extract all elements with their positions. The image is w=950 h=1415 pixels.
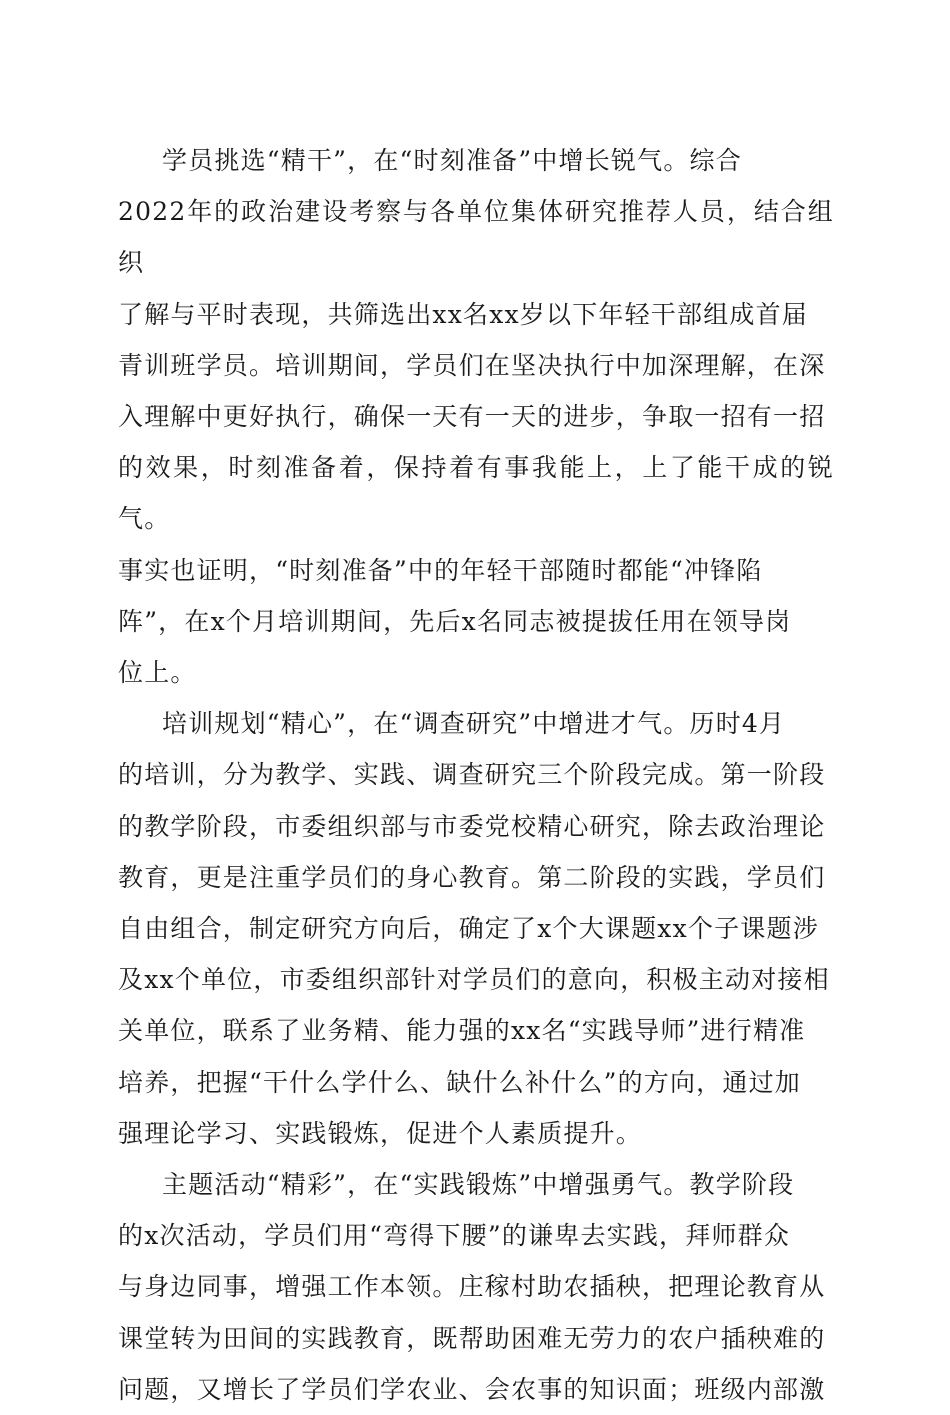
paragraph-3: 主题活动“精彩”，在“实践锻炼”中增强勇气。教学阶段 的x次活动，学员们用“弯得下腰”的谦卑去实践，拜师群众 与身边同事，增强工作本领。庄稼村助农插秧，把理论教育从 课堂转为田间的实践教育，既帮助困难无劳力的农户插秧难的 问题，又增长了学员们学农业、会农事的知识面；班级内部激 [118, 1170, 826, 1404]
paragraph-1: 学员挑选“精干”，在“时刻准备”中增长锐气。综合 2022年的政治建设考察与各单位集体研究推荐人员，结合组织 了解与平时表现，共筛选出xx名xx岁以下年轻干部组成首届 青训班学员。培训期间，学员们在坚决执行中加深理解，在深 入理解中更好执行，确保一天有一天的进步，争取一招有一招 的效果，时刻准备着，保持着有事我能上，上了能干成的锐气。 事实也证明，“时刻准备”中的年轻干部随时都能“冲锋陷 阵”，在x个月培训期间，先后x名同志被提拔任用在领导岗 位上。 [118, 146, 834, 688]
paragraph-2: 培训规划“精心”，在“调查研究”中增进才气。历时4月 的培训，分为教学、实践、调查研究三个阶段完成。第一阶段 的教学阶段，市委组织部与市委党校精心研究，除去政治理论 教育，更是注重学员们的身心教育。第二阶段的实践，学员们 自由组合，制定研究方向后，确定了x个大课题xx个子课题涉 及xx个单位，市委组织部针对学员们的意向，积极主动对接相 关单位，联系了业务精、能力强的xx名“实践导师”进行精准 培养，把握“干什么学什么、缺什么补什么”的方向，通过加 强理论学习、实践锻炼，促进个人素质提升。 [118, 709, 830, 1148]
document-body [118, 135, 834, 1415]
